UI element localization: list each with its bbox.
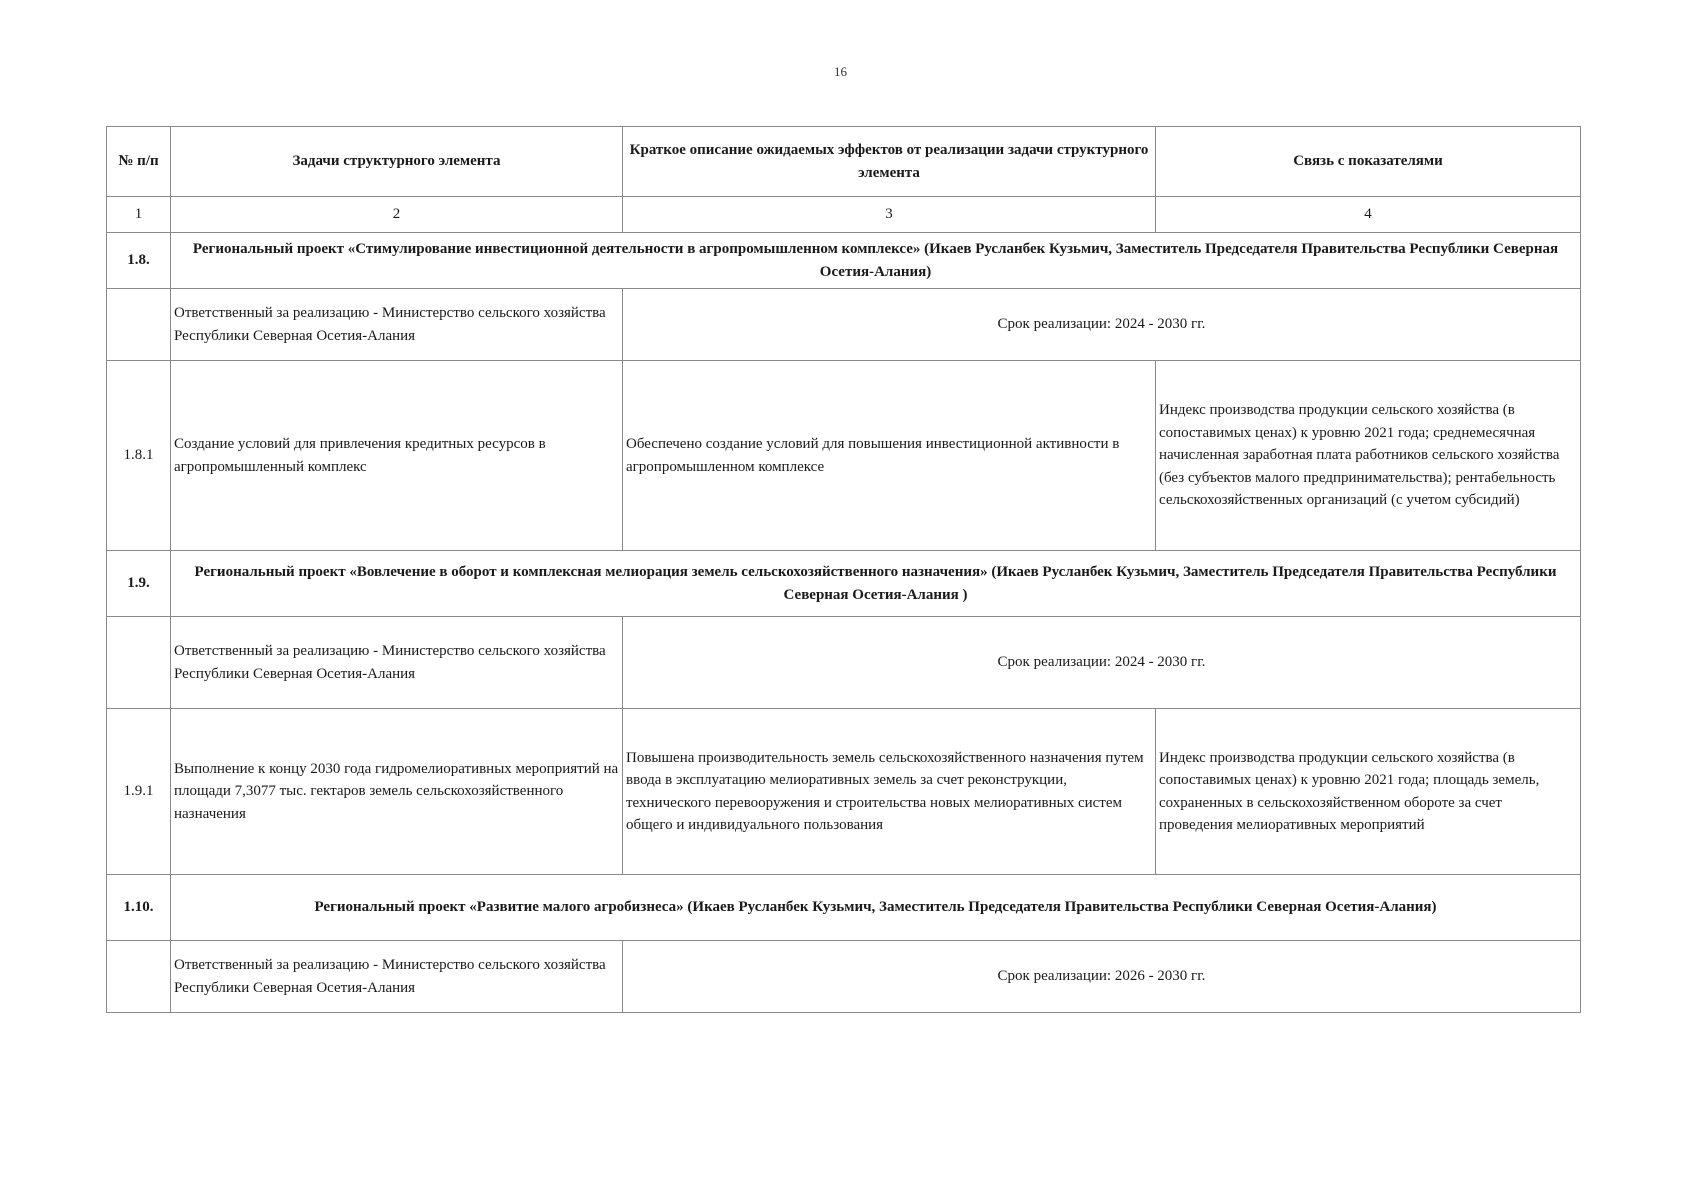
term-text: Срок реализации: 2024 - 2030 гг.	[623, 617, 1581, 709]
header-col-indicators: Связь с показателями	[1156, 127, 1581, 197]
program-table	[106, 126, 1581, 1013]
project-title: Региональный проект «Стимулирование инвестиционной деятельности в агропромышленном комплексе» (Икаев Русланбек Кузьмич, Заместитель Председателя Правительства Республики Северная Осетия-Алания)	[171, 233, 1581, 289]
page-number: 16	[834, 64, 847, 79]
task-number: 1.8.1	[107, 361, 171, 551]
task-number: 1.9.1	[107, 709, 171, 875]
effect-text: Обеспечено создание условий для повышения инвестиционной активности в агропромышленном комплексе	[623, 361, 1156, 551]
responsible-text: Ответственный за реализацию - Министерство сельского хозяйства Республики Северная Осетия-Алания	[171, 617, 623, 709]
header-col-number: № п/п	[107, 127, 171, 197]
project-row	[107, 551, 1581, 617]
project-title: Региональный проект «Развитие малого агробизнеса» (Икаев Русланбек Кузьмич, Заместитель Председателя Правительства Республики Северная Осетия-Алания)	[171, 875, 1581, 941]
responsible-row	[107, 941, 1581, 1013]
task-row	[107, 709, 1581, 875]
task-row	[107, 361, 1581, 551]
column-number: 1	[107, 197, 171, 233]
term-text: Срок реализации: 2024 - 2030 гг.	[623, 289, 1581, 361]
project-number: 1.10.	[107, 875, 171, 941]
column-number: 4	[1156, 197, 1581, 233]
project-row	[107, 233, 1581, 289]
project-number: 1.9.	[107, 551, 171, 617]
column-number: 3	[623, 197, 1156, 233]
indicators-text: Индекс производства продукции сельского хозяйства (в сопоставимых ценах) к уровню 2021 года; площадь земель, сохраненных в сельскохозяйственном обороте за счет проведения мелиоративных мероприятий	[1156, 709, 1581, 875]
empty-cell	[107, 617, 171, 709]
effect-text: Повышена производительность земель сельскохозяйственного назначения путем ввода в эксплуатацию мелиоративных земель за счет реконструкции, технического перевооружения и строительства новых мелиоративных систем общего и индивидуального пользования	[623, 709, 1156, 875]
term-text: Срок реализации: 2026 - 2030 гг.	[623, 941, 1581, 1013]
responsible-text: Ответственный за реализацию - Министерство сельского хозяйства Республики Северная Осетия-Алания	[171, 941, 623, 1013]
responsible-text: Ответственный за реализацию - Министерство сельского хозяйства Республики Северная Осетия-Алания	[171, 289, 623, 361]
task-text: Создание условий для привлечения кредитных ресурсов в агропромышленный комплекс	[171, 361, 623, 551]
indicators-text: Индекс производства продукции сельского хозяйства (в сопоставимых ценах) к уровню 2021 года; среднемесячная начисленная заработная плата работников сельского хозяйства (без субъектов малого предпринимательства); рентабельность сельскохозяйственных организаций (с учетом субсидий)	[1156, 361, 1581, 551]
responsible-row	[107, 617, 1581, 709]
empty-cell	[107, 941, 171, 1013]
responsible-row	[107, 289, 1581, 361]
project-row	[107, 875, 1581, 941]
header-col-effects: Краткое описание ожидаемых эффектов от реализации задачи структурного элемента	[623, 127, 1156, 197]
empty-cell	[107, 289, 171, 361]
header-col-tasks: Задачи структурного элемента	[171, 127, 623, 197]
project-title: Региональный проект «Вовлечение в оборот и комплексная мелиорация земель сельскохозяйственного назначения» (Икаев Русланбек Кузьмич, Заместитель Председателя Правительства Республики Северная Осетия-Алания )	[171, 551, 1581, 617]
column-number-row	[107, 197, 1581, 233]
column-number: 2	[171, 197, 623, 233]
table-header-row	[107, 127, 1581, 197]
project-number: 1.8.	[107, 233, 171, 289]
task-text: Выполнение к концу 2030 года гидромелиоративных мероприятий на площади 7,3077 тыс. гектаров земель сельскохозяйственного назначения	[171, 709, 623, 875]
